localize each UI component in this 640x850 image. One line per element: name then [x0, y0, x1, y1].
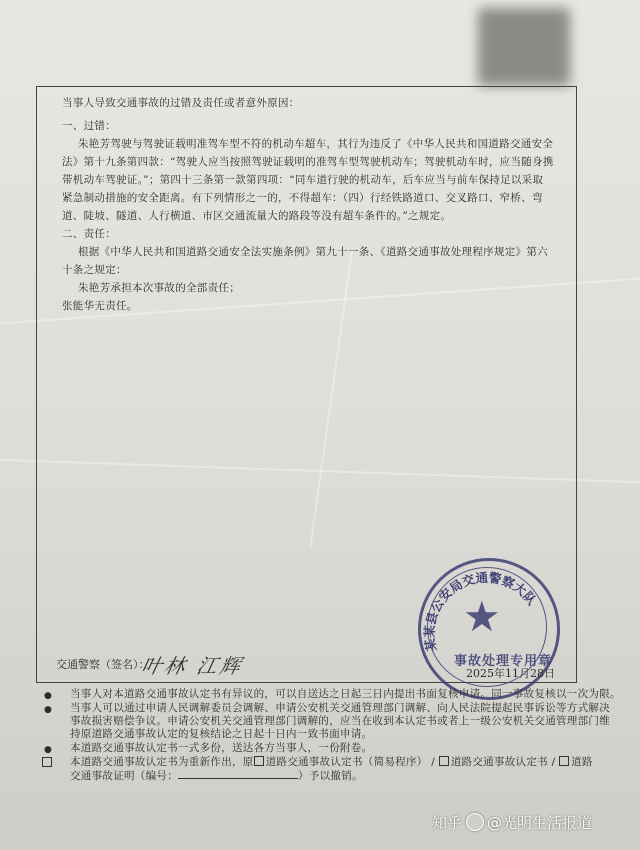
seal-bottom-text: 事故处理专用章 — [454, 654, 553, 669]
fault-line-5: 道、陡坡、隧道、人行横道、市区交通流量大的路段等没有超车条件的。”之规定。 — [62, 210, 452, 222]
responsibility-party-1: 朱艳芳承担本次事故的全部责任； — [78, 282, 240, 294]
profile-icon — [466, 813, 484, 831]
note-4-option-simple: 道路交通事故认定书（简易程序） — [265, 756, 428, 768]
section-fault-heading: 一、过错： — [62, 120, 116, 132]
note-3: 本道路交通事故认定书一式多份，送达各方当事人，一份附卷。 — [70, 742, 373, 754]
note-4-certificate-number-label: 交通事故证明（编号： — [70, 770, 178, 782]
note-4-intro: 本道路交通事故认定书为重新作出，原 — [70, 756, 254, 768]
section-responsibility-heading: 二、责任： — [62, 228, 116, 240]
note-2-line-3: 持原道路交通事故认定的复核结论之日起十日内一致书面申请。 — [70, 728, 373, 740]
note-2-line-2: 事故损害赔偿争议。申请公安机关交通管理部门调解的，应当在收到本认定书或者上一级公安机关交通管理部门维 — [70, 715, 610, 727]
responsibility-party-2: 张能华无责任。 — [62, 300, 138, 312]
bullet-icon: ● — [44, 745, 52, 755]
checkbox-road — [559, 756, 569, 766]
signature-label: 交通警察（签名）： — [56, 658, 150, 671]
watermark-brand: 知乎 — [432, 814, 463, 832]
checkbox-icon — [42, 757, 54, 771]
checkbox-accident-determination — [439, 756, 449, 766]
watermark — [432, 812, 592, 833]
checkbox-simple-procedure — [254, 756, 264, 766]
document-date: 2025年11月28日 — [466, 667, 555, 680]
note-2-line-1: 当事人可以通过申请人民调解委员会调解、申请公安机关交通管理部门调解、向人民法院提起民事诉讼等方式解决 — [70, 702, 610, 714]
officer-signature: 叶林 江辉 — [139, 654, 246, 678]
blurred-qr-region — [478, 8, 570, 86]
svg-text:某某县公安局交通警察大队: 某某县公安局交通警察大队 — [421, 569, 540, 653]
note-4-revoked: ）予以撤销。 — [298, 770, 363, 782]
note-4-line-1: 本道路交通事故认定书为重新作出，原 道路交通事故认定书（简易程序） / 道路交通事故认定书 / 道路 — [70, 756, 593, 768]
fault-line-1: 朱艳芳驾驶与驾驶证载明准驾车型不符的机动车超车，其行为违反了《中华人民共和国道路交通安全 — [78, 138, 554, 150]
certificate-number-blank — [178, 778, 298, 779]
seal-star-icon: ★ — [463, 592, 501, 641]
fault-line-3: 带机动车驾驶证。”；第四十三条第一款第四项：“同车道行驶的机动车，后车应当与前车保持足以采取 — [62, 174, 544, 186]
responsibility-line-2: 十条之规定： — [62, 264, 127, 276]
cause-title: 当事人导致交通事故的过错及责任或者意外原因： — [62, 97, 300, 109]
bullet-icon: ● — [44, 691, 52, 701]
note-4-option-determination: 道路交通事故认定书 — [450, 756, 548, 768]
responsibility-line-1: 根据《中华人民共和国道路交通安全法实施条例》第九十一条、《道路交通事故处理程序规定》第六 — [78, 246, 548, 258]
note-1: 当事人对本道路交通事故认定书有异议的，可以自送达之日起三日内提出书面复核申请。同一事故复核以一次为限。 — [70, 688, 621, 700]
note-4-line-2 — [70, 770, 363, 783]
fault-line-4: 紧急制动措施的安全距离。有下列情形之一的，不得超车：（四）行经铁路道口、交叉路口、窄桥、弯 — [62, 192, 543, 204]
bullet-icon: ● — [44, 705, 52, 715]
fault-line-2: 法》第十九条第四款：“驾驶人应当按照驾驶证载明的准驾车型驾驶机动车；驾驶机动车时，应当随身携 — [62, 156, 554, 168]
note-4-option-road: 道路 — [571, 756, 593, 768]
watermark-account: @光明生活报道 — [487, 814, 593, 832]
